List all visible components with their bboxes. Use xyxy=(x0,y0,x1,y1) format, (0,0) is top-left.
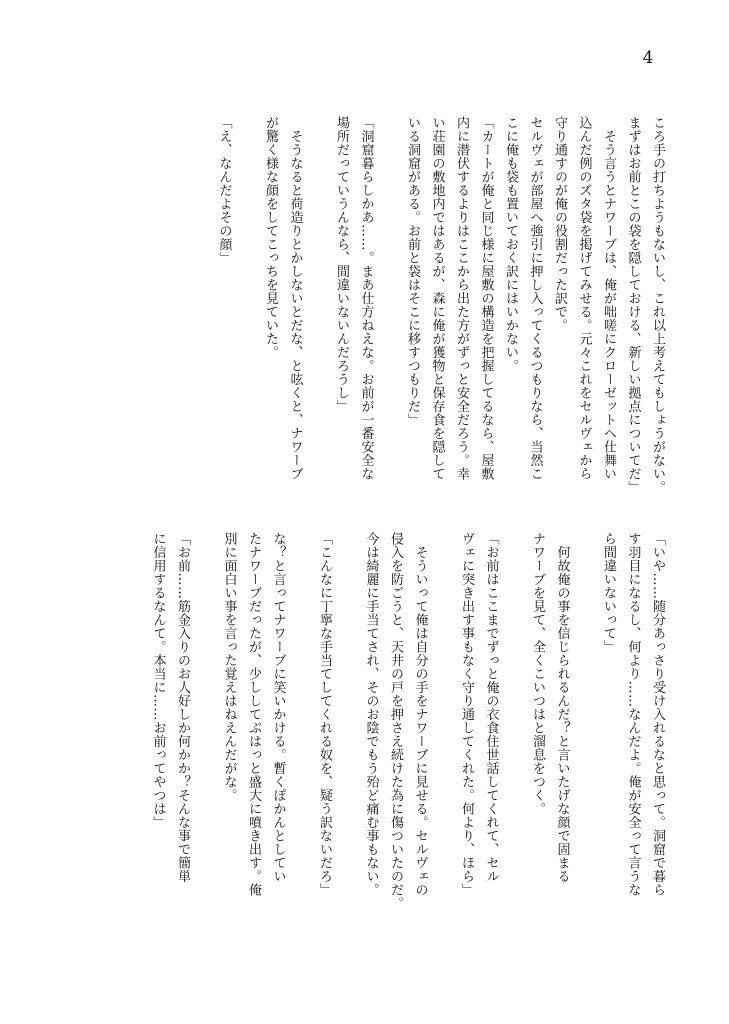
paragraph-gap xyxy=(574,532,596,952)
text-column: 込んだ例のズタ袋を掲げてみせる。元々これをセルヴェから xyxy=(576,116,592,481)
text-column: ころ手の打ちようもないし、これ以上考えてもしょうがない。 xyxy=(650,116,665,494)
text-column: 内に潜伏するよりはここから出た方がずっと安全だろう。幸 xyxy=(454,116,469,481)
text-column: 「お前はここまでずっと俺の衣食住世話してくれて、セル xyxy=(483,532,499,883)
text-column: 「こんなに丁寧な手当てしてくれる奴を、疑う訳ないだろ」 xyxy=(317,532,332,897)
text-column: そうなると荷造りとかしないとだな、と呟くと、ナワーブ xyxy=(287,116,303,481)
paragraph-gap xyxy=(236,116,258,516)
paragraph-gap xyxy=(378,116,400,516)
text-column: ナワーブを見て、全くこいつはと溜息をつく。 xyxy=(530,532,545,816)
paragraph-gap xyxy=(432,532,454,952)
text-column: セルヴェが部屋へ強引に押し入ってくるつもりなら、当然こ xyxy=(527,116,543,481)
lower-text-block xyxy=(145,532,669,952)
text-column: な？と言ってナワーブに笑いかける。暫くぽかんとしてい xyxy=(270,532,286,883)
paragraph-gap xyxy=(290,532,312,952)
text-column: そういって俺は自分の手をナワーブに見せる。セルヴェの xyxy=(412,532,428,897)
text-column: に信用するなんて。本当に……お前ってやつは」 xyxy=(150,532,166,829)
text-column: 「いや……随分あっさり受け入れるなと思って。洞窟で暮ら xyxy=(650,532,665,897)
paragraph-gap xyxy=(336,532,358,952)
text-column: たナワーブだったが、少ししてぶはっと盛大に噴き出す。俺 xyxy=(246,532,261,897)
text-column: 侵入を防ごうと、天井の戸を押さえ続けた為に傷ついたのだ。 xyxy=(388,532,403,910)
text-column: 何故俺の事を信じられるんだ？と言いたげな顔で固まる xyxy=(554,532,570,883)
text-column: 別に面白い事を言った覚えはねえんだがな。 xyxy=(221,532,237,802)
text-column: す羽目になるし、何より……なんだよ。俺が安全って言うな xyxy=(625,532,641,897)
text-column: い荘園の敷地内ではあるが、森に俺が獲物と保存食を隠して xyxy=(429,116,445,481)
text-column: が驚く様な顔をしてこっちを見ていた。 xyxy=(263,116,278,359)
text-column: そう言うとナワーブは、俺が咄嗟にクローゼットへ仕舞い xyxy=(601,116,616,481)
text-column: ら間違いないって」 xyxy=(601,532,616,654)
text-column: 「お前……筋金入りのお人好しか何かか？そんな事で簡単 xyxy=(175,532,190,883)
text-column: 「洞窟暮らしかあ……。まあ仕方ねえな。お前が一番安全な xyxy=(358,116,374,481)
text-column: 場所だっていうんなら、間違いないんだろうし」 xyxy=(334,116,349,413)
text-column: ヴェに突き出す事もなく守り通してくれた。何より、ほら」 xyxy=(459,532,474,897)
paragraph-gap xyxy=(307,116,329,516)
text-column: いる洞窟がある。お前と袋はそこに移すつもりだ」 xyxy=(405,116,420,427)
page-number: 4 xyxy=(642,48,654,68)
text-column: まずはお前とこの袋を隠しておける、新しい拠点についてだ」 xyxy=(625,116,641,494)
text-column: 守り通すのが俺の役割だった訳で。 xyxy=(552,116,567,332)
text-column: 今は綺麗に手当てされ、そのお陰でもう殆ど痛む事もない。 xyxy=(363,532,379,897)
paragraph-gap xyxy=(503,532,525,952)
text-column: 「え、なんだよその顔」 xyxy=(216,116,232,265)
text-column: 「カートが俺と同じ様に屋敷の構造を把握してるなら、屋敷 xyxy=(478,116,494,481)
text-column: こに俺も袋も置いておく訳にはいかない。 xyxy=(503,116,518,373)
upper-text-block xyxy=(211,116,669,516)
paragraph-gap xyxy=(194,532,216,952)
